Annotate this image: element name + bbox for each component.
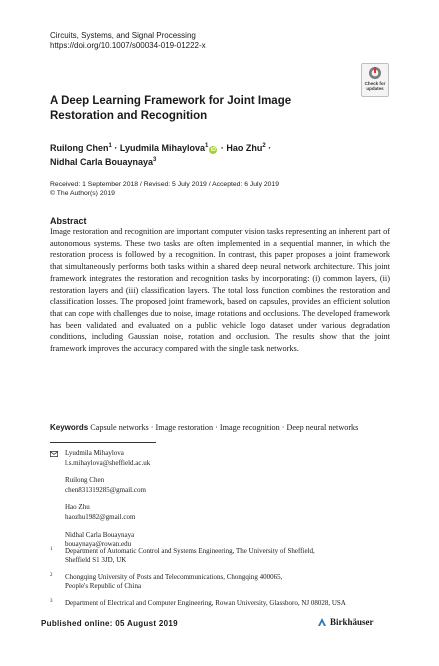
affiliation-marker: 3 [153, 157, 157, 163]
contact-name: Lyudmila Mihaylova [65, 449, 124, 457]
contact-entry [65, 476, 150, 495]
contact-entry [65, 503, 150, 522]
contact-name: Nidhal Carla Bouaynaya [65, 530, 135, 539]
author-name[interactable]: Hao Zhu [226, 143, 263, 153]
author-name[interactable]: Nidhal Carla Bouaynaya [50, 157, 154, 167]
affiliation-1 [50, 547, 390, 566]
published-online-date: Published online: 05 August 2019 [41, 619, 178, 628]
author-separator: · [218, 143, 227, 153]
affiliation-line: Department of Electrical and Computer Engineering, Rowan University, Glassboro, NJ 08028, USA [65, 599, 346, 607]
journal-header [50, 31, 206, 51]
contact-email[interactable]: chen831319285@gmail.com [65, 485, 146, 494]
birkhauser-logo-icon [317, 617, 327, 627]
envelope-icon [50, 451, 58, 457]
crossmark-label: Check for updates [364, 81, 386, 91]
affiliation-line: Sheffield S1 3JD, UK [65, 556, 127, 565]
orcid-icon[interactable]: iD [210, 147, 216, 153]
footnote-divider [50, 442, 156, 443]
article-dates [50, 180, 279, 198]
author-separator: · [111, 143, 120, 153]
contact-name: Hao Zhu [65, 503, 90, 512]
author-name[interactable]: Ruilong Chen [50, 143, 109, 153]
affiliation-number: 2 [50, 573, 53, 578]
affiliation-marker: 1 [108, 143, 112, 149]
author-name[interactable]: Lyudmila Mihaylova [119, 143, 206, 153]
affiliation-marker: 1 [205, 143, 209, 149]
author-contacts [50, 449, 150, 558]
crossmark-icon [368, 66, 382, 80]
contact-entry [65, 449, 150, 468]
paper-title: A Deep Learning Framework for Joint Image Restoration and Recognition [50, 95, 292, 122]
affiliation-line: Department of Automatic Control and Systems Engineering, The University of Sheffield, [65, 547, 315, 555]
check-for-updates-badge[interactable] [361, 63, 389, 97]
affiliation-line: People's Republic of China [65, 582, 142, 591]
contact-email[interactable]: l.s.mihaylova@sheffield.ac.uk [65, 458, 151, 467]
publisher-name: Birkhäuser [330, 617, 374, 627]
history-dates: Received: 1 September 2018 / Revised: 5 July 2019 / Accepted: 6 July 2019 [50, 181, 279, 188]
affiliation-3 [50, 599, 390, 608]
affiliation-2 [50, 573, 390, 592]
author-list [50, 140, 350, 168]
abstract-text: Image restoration and recognition are important computer vision tasks representing an inherent part of autonomous systems. These two tasks are often implemented in a sequential manner, in which the restoration process is followed by a recognition. In contrast, this paper proposes a joint framework that simultaneously performs both tasks within a shared deep neural network architecture. This joint framework integrates the restoration and recognition tasks by incorporating: (i) common layers, (ii) restoration layers and (iii) classification layers. The total loss function combines the restoration and classification losses. The proposed joint framework, based on capsules, provides an efficient solution that can cope with challenges due to noise, image rotations and occlusions. The developed framework has been validated and evaluated on a public vehicle logo dataset under various degradation conditions, including Gaussian noise, rotation and occlusion. The results show that the joint framework improves the accuracy compared with the single task networks. [50, 227, 390, 354]
abstract-heading: Abstract [50, 216, 87, 226]
publisher-logo [317, 617, 374, 627]
journal-doi[interactable]: https://doi.org/10.1007/s00034-019-01222-x [50, 41, 206, 50]
contact-name: Ruilong Chen [65, 476, 105, 485]
journal-name: Circuits, Systems, and Signal Processing [50, 31, 196, 40]
affiliation-number: 3 [50, 599, 53, 604]
affiliation-line: Chongqing University of Posts and Telecommunications, Chongqing 400065, [65, 573, 283, 581]
keywords [50, 422, 390, 434]
contact-email[interactable]: bouaynaya@rowan.edu [65, 540, 132, 549]
affiliation-number: 1 [50, 547, 53, 552]
contact-email[interactable]: haozhu1982@gmail.com [65, 512, 136, 521]
author-separator: · [265, 143, 272, 153]
keywords-text: Capsule networks · Image restoration · Image recognition · Deep neural networks [90, 423, 359, 432]
copyright-notice: © The Author(s) 2019 [50, 190, 115, 197]
keywords-label: Keywords [50, 423, 89, 432]
affiliation-marker: 2 [262, 143, 266, 149]
